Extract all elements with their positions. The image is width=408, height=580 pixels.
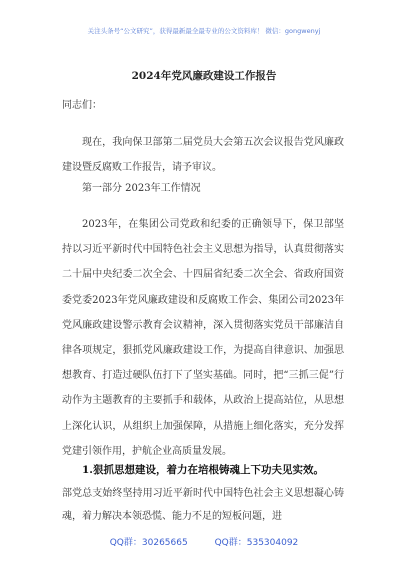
greeting: 同志们： bbox=[62, 100, 102, 111]
footer bbox=[0, 535, 408, 548]
header-note: 关注头条号“公文研究”，获得最新最全最专业的公文资料库！ 微信：gongwenyj bbox=[87, 27, 321, 35]
section-heading: 第一部分 2023年工作情况 bbox=[82, 183, 201, 194]
document-title: 2024年党风廉政建设工作报告 bbox=[131, 70, 277, 82]
sub-paragraph: 部党总支始终坚持用习近平新时代中国特色社会主义思想凝心铸魂，着力解决本领恐慌、能力不足的短板问题，进 bbox=[62, 488, 344, 522]
footer-qq-group-1: QQ群：30265665 bbox=[109, 538, 188, 548]
intro-paragraph: 现在，我向保卫部第二届党员大会第五次会议报告党风廉政建设暨反腐败工作报告，请予审议。 bbox=[62, 137, 344, 174]
body-paragraph: 2023年，在集团公司党政和纪委的正确领导下，保卫部坚持以习近平新时代中国特色社会主义思想为指导，认真贯彻落实二十届中央纪委二次全会、十四届省纪委二次全会、省政府国资委党委2023年党风廉政建设和反腐败工作会、集团公司2023年党风廉政建设警示教育会议精神，深入贯彻落实党员干部廉洁自律各项规定，狠抓党风廉政建设工作，为提高自律意识、加强思想教育、打造过硬队伍打下了坚实基础。同时，把“三抓三促”行动作为主题教育的主要抓手和载体，从政治上提高站位，从思想上深化认识，从组织上加强保障，从措施上细化落实，充分发挥党建引领作用，护航企业高质量发展。 bbox=[62, 219, 344, 457]
footer-qq-group-2: QQ群：535304092 bbox=[214, 538, 299, 548]
subheading: 1.狠抓思想建设，着力在培根铸魂上下功夫见实效。 bbox=[82, 464, 324, 476]
